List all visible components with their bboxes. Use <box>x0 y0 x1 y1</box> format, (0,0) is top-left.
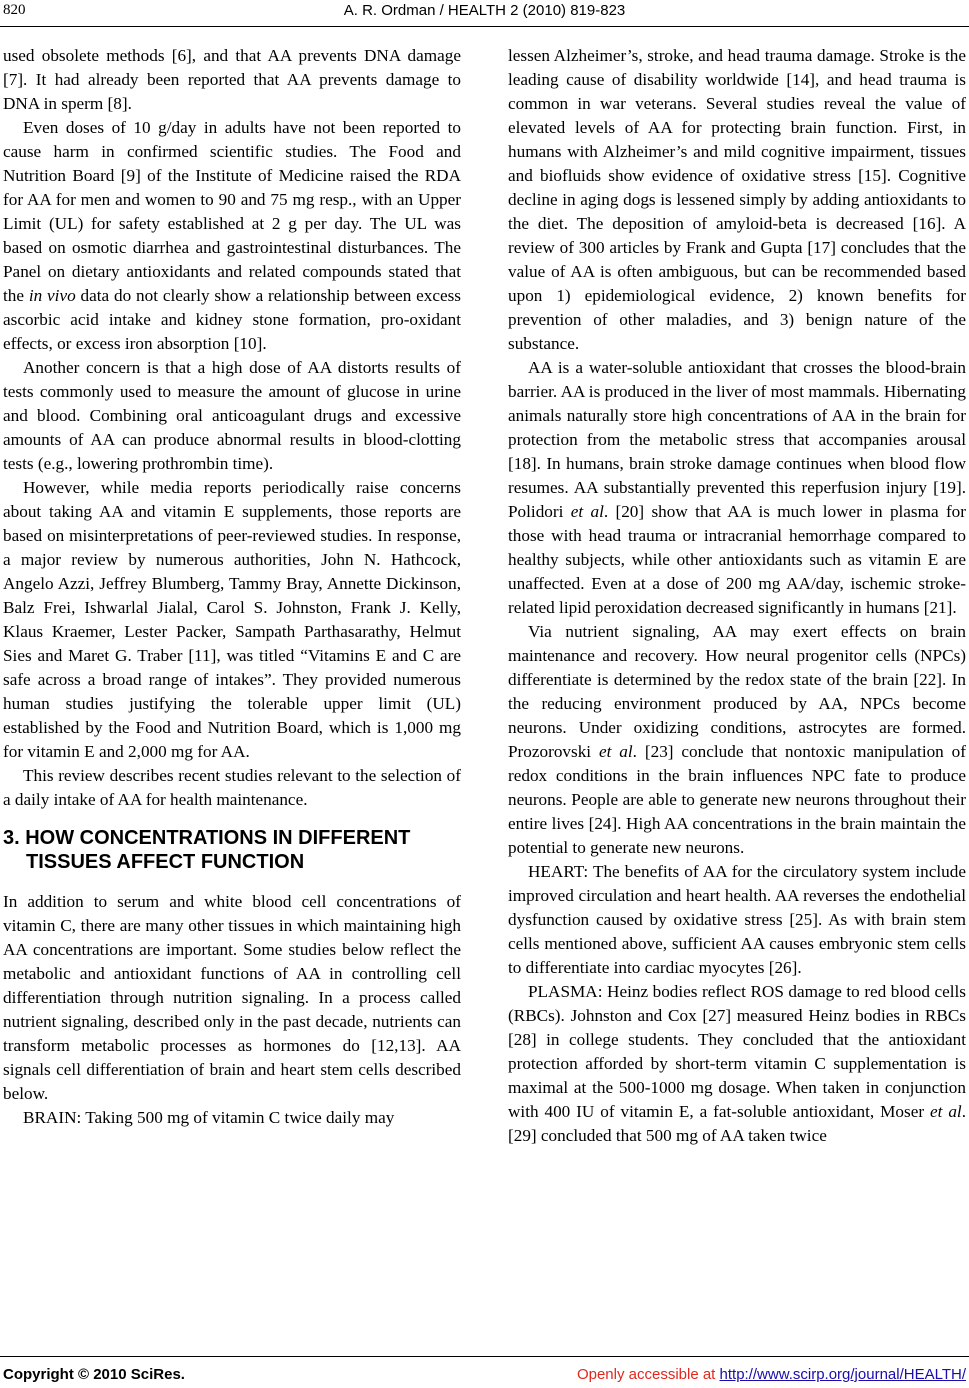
text-run: Via nutrient signaling, AA may exert effects on brain maintenance and recovery. How neural progenitor cells (NPCs) differentiate is determined by the redox state of the brain [22]. In the reducing environment produced by AA, NPCs become neurons. Under oxidizing conditions, astrocytes are formed. Prozorovski <box>508 622 966 761</box>
paragraph: BRAIN: Taking 500 mg of vitamin C twice daily may <box>23 1108 395 1127</box>
paragraph: Another concern is that a high dose of AA distorts results of tests commonly used to measure the amount of glucose in urine and blood. Combining oral anticoagulant drugs and excessive amounts of AA can produce abnormal results in blood-clotting tests (e.g., lowering prothrombin time). <box>3 358 461 473</box>
paragraph <box>508 980 966 1148</box>
paragraph: lessen Alzheimer’s, stroke, and head trauma damage. Stroke is the leading cause of disability worldwide [14], and head trauma is common in war veterans. Several studies reveal the value of elevated levels of AA for protecting brain function. First, in humans with Alzheimer’s and mild cognitive impairment, tissues and biofluids show evidence of oxidative stress [15]. Cognitive decline in aging dogs is lessened simply by adding antioxidants to the diet. The deposition of amyloid-beta is decreased [16]. A review of 300 articles by Frank and Gupta [17] concludes that the value of AA is often ambiguous, but can be recommended based upon 1) epidemiological evidence, 2) known benefits for prevention of other maladies, and 3) benign nature of the substance. <box>508 46 966 353</box>
text-run: . [20] show that AA is much lower in plasma for those with head trauma or intracranial hemorrhage compared to healthy subjects, while other antioxidants such as vitamin E are unaffected. Even at a dose of 200 mg AA/day, ischemic stroke-related lipid peroxidation decreased significantly in humans [21]. <box>508 502 966 617</box>
text-run: Even doses of 10 g/day in adults have not been reported to cause harm in confirmed scientific studies. The Food and Nutrition Board [9] of the Institute of Medicine raised the RDA for AA for men and women to 90 and 75 mg resp., with an Upper Limit (UL) for safety established at 2 g per day. The UL was based on osmotic diarrhea and gastrointestinal disturbances. The Panel on dietary antioxidants and related compounds stated that the <box>3 118 461 305</box>
italic-term: et al <box>570 502 604 521</box>
text-run: . [23] conclude that nontoxic manipulation of redox conditions in the brain influences NPC fate to produce neurons. People are able to generate new neurons throughout their entire lives [24]. High AA concentrations in the brain maintain the potential to generate new neurons. <box>508 742 966 857</box>
open-access-label: Openly accessible at <box>576 1366 720 1383</box>
italic-term: et al <box>598 742 633 761</box>
paragraph: used obsolete methods [6], and that AA prevents DNA damage [7]. It had already been reported that AA prevents damage to DNA in sperm [8]. <box>3 46 461 113</box>
journal-link[interactable]: http://www.scirp.org/journal/HEALTH/ <box>719 1366 966 1383</box>
paragraph: However, while media reports periodically raise concerns about taking AA and vitamin E supplements, those reports are based on misinterpretations of peer-reviewed studies. In response, a major review by numerous authorities, John N. Hathcock, Angelo Azzi, Jeffrey Blumberg, Tammy Bray, Annette Dickinson, Balz Frei, Ishwarlal Jialal, Carol S. Johnston, Frank J. Kelly, Klaus Kraemer, Lester Packer, Sampath Parthasarathy, Helmut Sies and Maret G. Traber [11], was titled “Vitamins E and C are safe across a broad range of intakes”. They provided numerous human studies justifying the tolerable upper limit (UL) established by the Food and Nutrition Board, which is 1,000 mg for vitamin E and 2,000 mg for AA. <box>3 478 461 761</box>
italic-term: et al <box>930 1102 962 1121</box>
paragraph: HEART: The benefits of AA for the circulatory system include improved circulation and heart health. AA reverses the endothelial dysfunction caused by oxidative stress [25]. As with brain stem cells mentioned above, sufficient AA causes embryonic stem cells to differentiate into cardiac myocytes [26]. <box>508 862 966 977</box>
paragraph: In addition to serum and white blood cell concentrations of vitamin C, there are many other tissues in which maintaining high AA concentrations are important. Some studies below reflect the metabolic and antioxidant functions of AA in controlling cell differentiation through nutrition signaling. In a process called nutrient signaling, described only in the past decade, nutrients can transform metabolic processes as hormones do [12,13]. AA signals cell differentiation of brain and heart stem cells described below. <box>3 892 461 1103</box>
copyright-notice: Copyright © 2010 SciRes. <box>3 1366 185 1383</box>
page-number: 820 <box>3 2 26 18</box>
left-column <box>3 44 461 1130</box>
text-run: data do not clearly show a relationship between excess ascorbic acid intake and kidney stone formation, pro-oxidant effects, or excess iron absorption [10]. <box>3 286 461 353</box>
footer-rule <box>0 1356 969 1357</box>
running-header: A. R. Ordman / HEALTH 2 (2010) 819-823 <box>343 2 626 19</box>
section-heading: 3. HOW CONCENTRATIONS IN DIFFERENT TISSUES AFFECT FUNCTION <box>3 827 411 873</box>
text-run: AA is a water-soluble antioxidant that crosses the blood-brain barrier. AA is produced in the liver of most mammals. Hibernating animals naturally store high concentrations of AA in the brain for protection from the metabolic stress that accompanies arousal [18]. In humans, brain stroke damage continues when blood flow resumes. AA substantially prevented this reperfusion injury [19]. Polidori <box>508 358 966 521</box>
italic-term: in vivo <box>28 286 76 305</box>
paragraph <box>508 356 966 620</box>
paragraph: This review describes recent studies relevant to the selection of a daily intake of AA for health maintenance. <box>3 766 461 809</box>
header-rule <box>0 26 969 27</box>
text-run: PLASMA: Heinz bodies reflect ROS damage to red blood cells (RBCs). Johnston and Cox [27] measured Heinz bodies in RBCs [28] in college students. They concluded that the antioxidant protection afforded by short-term vitamin C supplementation is maximal at the 500-1000 mg dosage. When taken in conjunction with 400 IU of vitamin E, a fat-soluble antioxidant, Moser <box>508 982 966 1121</box>
right-column <box>508 44 966 1148</box>
open-access-notice <box>577 1366 966 1383</box>
paragraph <box>3 116 461 356</box>
paragraph <box>508 620 966 860</box>
text-run: . [29] concluded that 500 mg of AA taken twice <box>508 1102 966 1145</box>
